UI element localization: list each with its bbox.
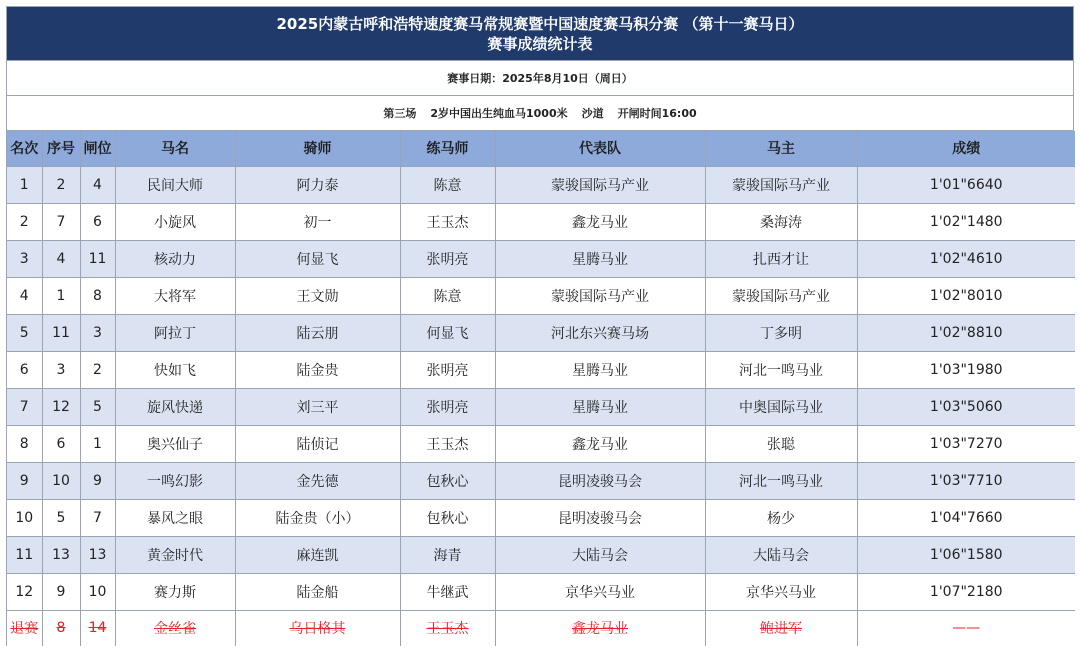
- cell-number: 1: [42, 277, 80, 314]
- cell-trainer: 张明亮: [400, 388, 495, 425]
- cell-time: 1'03"5060: [857, 388, 1075, 425]
- cell-team: 星腾马业: [495, 240, 705, 277]
- cell-number: 12: [42, 388, 80, 425]
- cell-number: 6: [42, 425, 80, 462]
- cell-team: 星腾马业: [495, 388, 705, 425]
- cell-trainer: 陈意: [400, 166, 495, 203]
- cell-time: 1'02"8010: [857, 277, 1075, 314]
- scratch-owner: 鲍进军: [705, 610, 857, 646]
- cell-trainer: 张明亮: [400, 240, 495, 277]
- cell-gate: 1: [80, 425, 115, 462]
- cell-horse: 民间大师: [115, 166, 235, 203]
- cell-rank: 6: [7, 351, 42, 388]
- results-sheet: [6, 6, 1074, 646]
- cell-owner: 中奥国际马业: [705, 388, 857, 425]
- cell-trainer: 牛继武: [400, 573, 495, 610]
- cell-horse: 奥兴仙子: [115, 425, 235, 462]
- cell-time: 1'01"6640: [857, 166, 1075, 203]
- cell-jockey: 陆侦记: [235, 425, 400, 462]
- scratch-time: ——: [857, 610, 1075, 646]
- col-header-horse: 马名: [115, 131, 235, 166]
- col-header-number: 序号: [42, 131, 80, 166]
- cell-horse: 暴风之眼: [115, 499, 235, 536]
- cell-horse: 阿拉丁: [115, 314, 235, 351]
- cell-rank: 9: [7, 462, 42, 499]
- scratch-jockey: 乌日格其: [235, 610, 400, 646]
- cell-number: 13: [42, 536, 80, 573]
- table-row: [7, 536, 1075, 573]
- cell-number: 11: [42, 314, 80, 351]
- table-row: [7, 462, 1075, 499]
- cell-jockey: 何显飞: [235, 240, 400, 277]
- col-header-time: 成绩: [857, 131, 1075, 166]
- cell-horse: 大将军: [115, 277, 235, 314]
- scratched-row: [7, 610, 1075, 646]
- table-row: [7, 203, 1075, 240]
- cell-owner: 河北一鸣马业: [705, 462, 857, 499]
- cell-horse: 一鸣幻影: [115, 462, 235, 499]
- cell-team: 河北东兴赛马场: [495, 314, 705, 351]
- track-type: 沙道: [581, 107, 604, 120]
- cell-number: 2: [42, 166, 80, 203]
- table-row: [7, 573, 1075, 610]
- cell-gate: 8: [80, 277, 115, 314]
- cell-time: 1'03"1980: [857, 351, 1075, 388]
- table-row: [7, 499, 1075, 536]
- cell-team: 鑫龙马业: [495, 203, 705, 240]
- cell-owner: 扎西才让: [705, 240, 857, 277]
- cell-horse: 核动力: [115, 240, 235, 277]
- race-info-row: [7, 96, 1073, 131]
- col-header-jockey: 骑师: [235, 131, 400, 166]
- table-row: [7, 166, 1075, 203]
- cell-owner: 杨少: [705, 499, 857, 536]
- cell-jockey: 陆云朋: [235, 314, 400, 351]
- cell-time: 1'06"1580: [857, 536, 1075, 573]
- cell-team: 星腾马业: [495, 351, 705, 388]
- cell-jockey: 王文勋: [235, 277, 400, 314]
- table-row: [7, 351, 1075, 388]
- cell-gate: 2: [80, 351, 115, 388]
- cell-number: 5: [42, 499, 80, 536]
- cell-trainer: 王玉杰: [400, 425, 495, 462]
- cell-time: 1'03"7710: [857, 462, 1075, 499]
- table-header-row: [7, 131, 1075, 166]
- cell-time: 1'07"2180: [857, 573, 1075, 610]
- cell-team: 京华兴马业: [495, 573, 705, 610]
- cell-trainer: 包秋心: [400, 462, 495, 499]
- cell-owner: 丁多明: [705, 314, 857, 351]
- cell-owner: 河北一鸣马业: [705, 351, 857, 388]
- cell-gate: 6: [80, 203, 115, 240]
- scratch-gate: 14: [80, 610, 115, 646]
- cell-owner: 大陆马会: [705, 536, 857, 573]
- cell-owner: 蒙骏国际马产业: [705, 166, 857, 203]
- cell-rank: 12: [7, 573, 42, 610]
- cell-horse: 小旋风: [115, 203, 235, 240]
- scratch-number: 8: [42, 610, 80, 646]
- cell-rank: 4: [7, 277, 42, 314]
- cell-rank: 2: [7, 203, 42, 240]
- cell-owner: 张聪: [705, 425, 857, 462]
- cell-trainer: 包秋心: [400, 499, 495, 536]
- cell-horse: 黄金时代: [115, 536, 235, 573]
- cell-gate: 3: [80, 314, 115, 351]
- cell-jockey: 初一: [235, 203, 400, 240]
- cell-horse: 快如飞: [115, 351, 235, 388]
- table-row: [7, 277, 1075, 314]
- table-row: [7, 388, 1075, 425]
- scratch-horse: 金丝雀: [115, 610, 235, 646]
- cell-rank: 3: [7, 240, 42, 277]
- col-header-rank: 名次: [7, 131, 42, 166]
- cell-rank: 10: [7, 499, 42, 536]
- cell-trainer: 张明亮: [400, 351, 495, 388]
- cell-trainer: 何显飞: [400, 314, 495, 351]
- title-banner: [7, 7, 1073, 61]
- col-header-gate: 闸位: [80, 131, 115, 166]
- cell-rank: 1: [7, 166, 42, 203]
- cell-gate: 5: [80, 388, 115, 425]
- table-row: [7, 240, 1075, 277]
- start-time: 开闸时间16:00: [617, 107, 697, 120]
- cell-jockey: 刘三平: [235, 388, 400, 425]
- cell-team: 蒙骏国际马产业: [495, 277, 705, 314]
- cell-jockey: 陆金贵: [235, 351, 400, 388]
- event-date-row: [7, 61, 1073, 96]
- cell-owner: 桑海涛: [705, 203, 857, 240]
- cell-rank: 5: [7, 314, 42, 351]
- sheet-subtitle: 赛事成绩统计表: [487, 34, 593, 53]
- cell-trainer: 陈意: [400, 277, 495, 314]
- cell-horse: 赛力斯: [115, 573, 235, 610]
- col-header-owner: 马主: [705, 131, 857, 166]
- cell-gate: 11: [80, 240, 115, 277]
- cell-jockey: 陆金船: [235, 573, 400, 610]
- cell-trainer: 王玉杰: [400, 203, 495, 240]
- cell-jockey: 阿力泰: [235, 166, 400, 203]
- cell-team: 大陆马会: [495, 536, 705, 573]
- cell-gate: 9: [80, 462, 115, 499]
- table-row: [7, 314, 1075, 351]
- cell-number: 7: [42, 203, 80, 240]
- cell-time: 1'02"1480: [857, 203, 1075, 240]
- cell-number: 9: [42, 573, 80, 610]
- race-number: 第三场: [383, 107, 417, 120]
- col-header-trainer: 练马师: [400, 131, 495, 166]
- scratch-trainer: 王玉杰: [400, 610, 495, 646]
- cell-time: 1'02"4610: [857, 240, 1075, 277]
- cell-owner: 蒙骏国际马产业: [705, 277, 857, 314]
- race-category: 2岁中国出生纯血马1000米: [430, 107, 568, 120]
- cell-rank: 11: [7, 536, 42, 573]
- cell-gate: 10: [80, 573, 115, 610]
- cell-jockey: 金先德: [235, 462, 400, 499]
- cell-gate: 13: [80, 536, 115, 573]
- cell-team: 蒙骏国际马产业: [495, 166, 705, 203]
- col-header-team: 代表队: [495, 131, 705, 166]
- cell-owner: 京华兴马业: [705, 573, 857, 610]
- cell-number: 4: [42, 240, 80, 277]
- scratch-rank: 退赛: [7, 610, 42, 646]
- cell-time: 1'03"7270: [857, 425, 1075, 462]
- cell-jockey: 陆金贵（小）: [235, 499, 400, 536]
- cell-jockey: 麻连凯: [235, 536, 400, 573]
- cell-team: 昆明凌骏马会: [495, 462, 705, 499]
- cell-rank: 7: [7, 388, 42, 425]
- cell-gate: 4: [80, 166, 115, 203]
- cell-gate: 7: [80, 499, 115, 536]
- cell-team: 鑫龙马业: [495, 425, 705, 462]
- cell-time: 1'02"8810: [857, 314, 1075, 351]
- event-title: 2025内蒙古呼和浩特速度赛马常规赛暨中国速度赛马积分赛 （第十一赛马日）: [276, 14, 804, 33]
- event-date: 赛事日期：2025年8月10日（周日）: [447, 72, 633, 85]
- table-row: [7, 425, 1075, 462]
- cell-trainer: 海青: [400, 536, 495, 573]
- cell-number: 10: [42, 462, 80, 499]
- cell-horse: 旋风快递: [115, 388, 235, 425]
- results-table: [7, 131, 1075, 646]
- cell-team: 昆明凌骏马会: [495, 499, 705, 536]
- cell-number: 3: [42, 351, 80, 388]
- scratch-team: 鑫龙马业: [495, 610, 705, 646]
- cell-time: 1'04"7660: [857, 499, 1075, 536]
- cell-rank: 8: [7, 425, 42, 462]
- results-body: [7, 166, 1075, 646]
